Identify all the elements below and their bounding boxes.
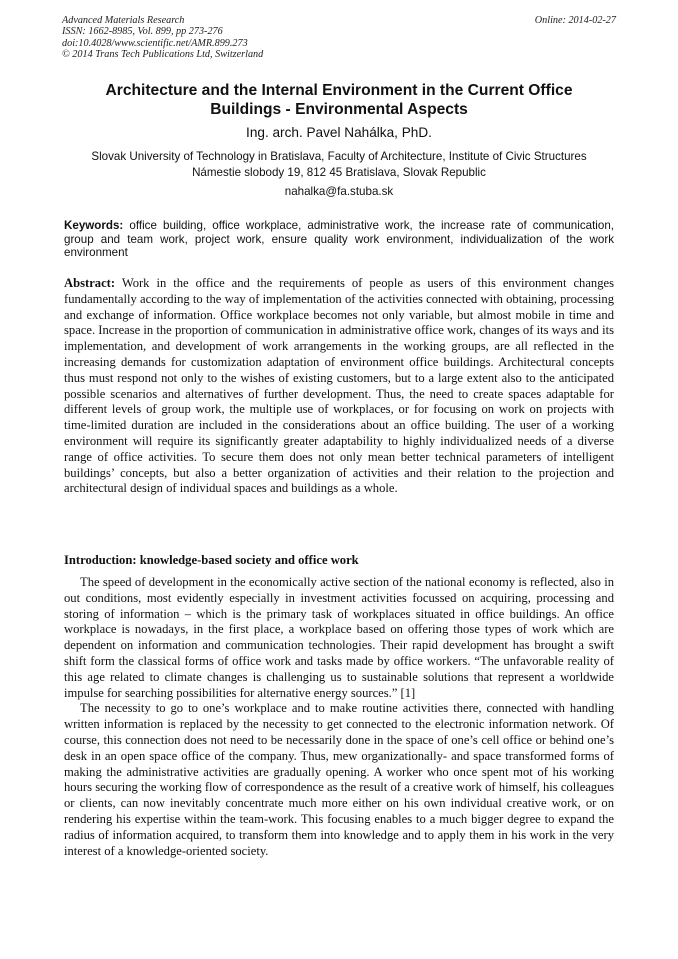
paper-title bbox=[64, 81, 614, 119]
copyright-line: © 2014 Trans Tech Publications Ltd, Switzerland bbox=[62, 49, 264, 61]
affiliation-line: Slovak University of Technology in Bratislava, Faculty of Architecture, Institute of Civic Structures bbox=[91, 150, 587, 163]
abstract-text: Work in the office and the requirements of people as users of this environment changes fundamentally according to the way of implementation of the activities connected with obtaining, processing and exchange of information. Office workplace becomes not only variable, but almost mobile in time and space. Increase in the proportion of communication in administrative office work, changes of its ways and its implementation, and development of work arrangements in the working groups, are all reflected in the increasing demands for customization adaptation of environment office buildings. Architectural concepts thus must respond not only to the wishes of existing customers, but to a large extent also to the anticipated possible scenarios and alternatives of further development. Thus, the need to create spaces adaptable for different levels of group work, the multiple use of workplaces, or for focusing on work on projects with time-limited duration are included in the considerations about an office building. The user of a working environment will require its significantly greater adaptability to highly individualized needs of a diverse range of office activities. To secure them does not only mean better technical parameters of intelligent buildings’ concepts, but also a better organization of activities and their relation to the projection and architectural design of individual spaces and buildings as a whole. bbox=[64, 276, 615, 496]
publication-header bbox=[62, 15, 616, 61]
keywords-label: Keywords: bbox=[64, 219, 124, 232]
author-email[interactable]: nahalka@fa.stuba.sk bbox=[284, 185, 394, 198]
paragraph: The speed of development in the economically active section of the national economy is reflected, also in out conditions, most evidently especially in investment activities focussed on acquiring, processing and storing of information – which is the primary task of workplaces situated in office buildings. An office workplace is nowadays, in the first place, a workplace based on offering those types of work which are dependent on information and communication technologies. Their rapid development has brought a swift shift form the classical forms of office work and tasks made by office workers. “The unfavorable reality of this age related to climate changes is challenging us to sustainable solutions that represent a worldwide impulse for searching possibilities for alternative energy sources.” [1] bbox=[64, 575, 614, 700]
author-name: Ing. arch. Pavel Nahálka, PhD. bbox=[246, 125, 432, 140]
journal-name: Advanced Materials Research bbox=[62, 15, 185, 26]
issn-line: ISSN: 1662-8985, Vol. 899, pp 273-276 bbox=[62, 26, 223, 38]
affiliation-address: Námestie slobody 19, 812 45 Bratislava, Slovak Republic bbox=[192, 166, 486, 179]
abstract-label: Abstract: bbox=[64, 276, 116, 290]
section-heading: Introduction: knowledge-based society and office work bbox=[64, 553, 359, 567]
paragraph: The necessity to go to one’s workplace and to make routine activities there, connected with handling written information is replaced by the necessity to get connected to the electronic information network. Of course, this connection does not need to be necessarily done in the space of one’s cell office or behind one’s desk in an open space office of the company. Thus, mew organizationally- and space transformed forms of making the administrative activities are gradually opening. A worker who once spent mot of his working hours securing the working flow of correspondence as the result of a creative work of himself, his colleagues or clients, can now inevitably concentrate much more either on his own individual creative work, or on rendering his expertise within the team-work. This focusing enables to a much bigger degree to expand the radius of information acquired, to transform them into knowledge and to apply them in his work in the very interest of a knowledge-oriented society. bbox=[64, 701, 614, 858]
doi-line: doi:10.4028/www.scientific.net/AMR.899.273 bbox=[62, 37, 248, 49]
affiliation bbox=[64, 149, 614, 181]
paper-title-line: Buildings - Environmental Aspects bbox=[210, 101, 468, 118]
abstract-block bbox=[64, 276, 614, 497]
paper-title-line: Architecture and the Internal Environment in the Current Office bbox=[105, 82, 573, 99]
keywords-block bbox=[64, 219, 614, 260]
online-date: Online: 2014-02-27 bbox=[534, 15, 616, 26]
keywords-text: office building, office workplace, administrative work, the increase rate of communication, group and team work, project work, ensure quality work environment, individualization of the work environment bbox=[64, 219, 614, 259]
introduction-body bbox=[64, 575, 614, 859]
